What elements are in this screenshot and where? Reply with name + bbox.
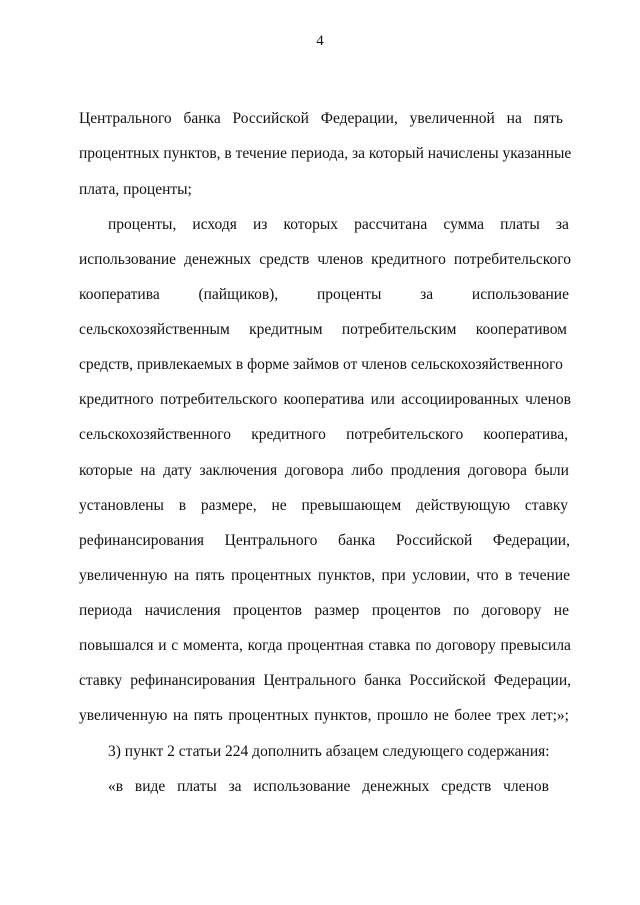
text-line [108, 215, 569, 235]
word: дату [163, 462, 192, 479]
word: членов [503, 778, 549, 795]
word: сельскохозяйственным [79, 321, 230, 338]
word: условии, [412, 567, 471, 584]
text-line [108, 777, 549, 797]
word: банка [337, 532, 376, 549]
word: заключения [199, 462, 278, 479]
word: сельскохозяйственного [79, 426, 232, 443]
word: ассоциированных [401, 391, 519, 408]
word: денежных [184, 251, 252, 268]
word: прошло [376, 707, 429, 724]
word: банка [364, 672, 402, 689]
word: проценты, [108, 216, 177, 233]
word: которых [283, 216, 339, 233]
word: членов [525, 391, 571, 408]
word: за [420, 286, 434, 303]
word: кредитным [249, 321, 323, 338]
word: увеличенную [79, 567, 168, 584]
word: продления [390, 462, 461, 479]
text-line [79, 496, 568, 516]
word: на [173, 567, 190, 584]
word: более [454, 707, 492, 724]
text-line [79, 461, 569, 481]
word: ставка [368, 637, 411, 654]
word: на [140, 462, 156, 479]
word: пунктов, [317, 567, 376, 584]
word: на [506, 110, 522, 127]
word: течение [518, 567, 570, 584]
word: Российской [395, 532, 473, 549]
text-line [79, 109, 563, 129]
word: действующую [415, 497, 511, 514]
word: Федерации, [492, 532, 570, 549]
word: использование [79, 251, 177, 268]
word: кооператива, [483, 426, 568, 443]
word: лет;»; [531, 707, 569, 724]
word: увеличенную [79, 707, 168, 724]
word: потребительского [160, 391, 278, 408]
word: рефинансирования [130, 672, 256, 689]
text-line: средств, привлекаемых в форме займов от членов сельскохозяйственного [79, 356, 563, 373]
word: трех [496, 707, 526, 724]
word: договора [284, 462, 344, 479]
text-line [79, 531, 570, 551]
text-line [79, 671, 571, 691]
page-number: 4 [316, 33, 324, 49]
word: кредитного [251, 426, 326, 443]
word: использование [471, 286, 569, 303]
word: начисления [144, 602, 221, 619]
word: процентная [287, 637, 364, 654]
word: договору [436, 637, 496, 654]
text-line [79, 566, 570, 586]
word: виде [134, 778, 166, 795]
word: Российской [232, 110, 309, 127]
word: рефинансирования [79, 532, 205, 549]
word: кредитного [79, 391, 154, 408]
text-line [79, 320, 567, 340]
word: что [476, 567, 499, 584]
word: пять [533, 110, 563, 127]
word: по [453, 602, 470, 619]
word: Центрального [224, 532, 318, 549]
word: проценты [316, 286, 382, 303]
word: при [381, 567, 406, 584]
word: процентных [228, 707, 309, 724]
word: по [415, 637, 432, 654]
word: договора [467, 462, 527, 479]
word: членов [317, 251, 364, 268]
word: кооперативом [475, 321, 567, 338]
word: не [271, 497, 287, 514]
word: на [172, 707, 189, 724]
word: которые [79, 462, 133, 479]
text-line: 3) пункт 2 статьи 224 дополнить абзацем следующего содержания: [108, 743, 550, 760]
word: процентов [371, 602, 441, 619]
word: размере, [200, 497, 257, 514]
word: за [555, 216, 569, 233]
text-line [79, 285, 569, 305]
word: исходя [192, 216, 237, 233]
word: кооператива [283, 391, 365, 408]
word: потребительского [453, 251, 571, 268]
word: были [534, 462, 569, 479]
word: повышался [79, 637, 154, 654]
word: не [553, 602, 569, 619]
word: Центрального [263, 672, 356, 689]
word: Российской [409, 672, 486, 689]
word: банка [183, 110, 221, 127]
word: когда [247, 637, 283, 654]
word: использование [253, 778, 351, 795]
word: размер [314, 602, 360, 619]
word: средств [441, 778, 492, 795]
word: пять [193, 707, 223, 724]
word: денежных [362, 778, 430, 795]
word: платы [500, 216, 540, 233]
word: средств [259, 251, 310, 268]
word: периода [79, 602, 133, 619]
word: установлены [79, 497, 164, 514]
word: и [158, 637, 167, 654]
word: момента, [182, 637, 243, 654]
text-line [79, 636, 571, 656]
word: кредитного [371, 251, 446, 268]
word: Федерации, [320, 110, 398, 127]
word: Центрального [79, 110, 172, 127]
word: сумма [443, 216, 485, 233]
word: «в [108, 778, 124, 795]
text-line [79, 601, 569, 621]
word: Федерации, [493, 672, 571, 689]
word: либо [351, 462, 384, 479]
text-line [79, 425, 568, 445]
word: в [178, 497, 187, 514]
word: рассчитана [354, 216, 428, 233]
word: процентов [233, 602, 302, 619]
word: кооператива [79, 286, 160, 303]
word: пять [195, 567, 225, 584]
word: ставку [524, 497, 568, 514]
word: за [228, 778, 242, 795]
word: превысила [500, 637, 571, 654]
text-line [79, 706, 569, 726]
word: потребительского [346, 426, 464, 443]
word: процентных [231, 567, 312, 584]
word: с [171, 637, 179, 654]
text-line: процентных пунктов, в течение периода, за который начислены указанные [79, 145, 572, 162]
word: договору [481, 602, 542, 619]
word: платы [177, 778, 217, 795]
word: увеличенной [409, 110, 495, 127]
word: из [252, 216, 268, 233]
text-line [79, 390, 571, 410]
word: ставку [79, 672, 123, 689]
word: (пайщиков), [198, 286, 279, 303]
word: потребительским [341, 321, 457, 338]
word: не [433, 707, 449, 724]
word: в [504, 567, 513, 584]
word: превышающем [301, 497, 402, 514]
word: пунктов, [314, 707, 372, 724]
word: или [370, 391, 395, 408]
text-line [79, 250, 571, 270]
text-line: плата, проценты; [79, 181, 192, 198]
